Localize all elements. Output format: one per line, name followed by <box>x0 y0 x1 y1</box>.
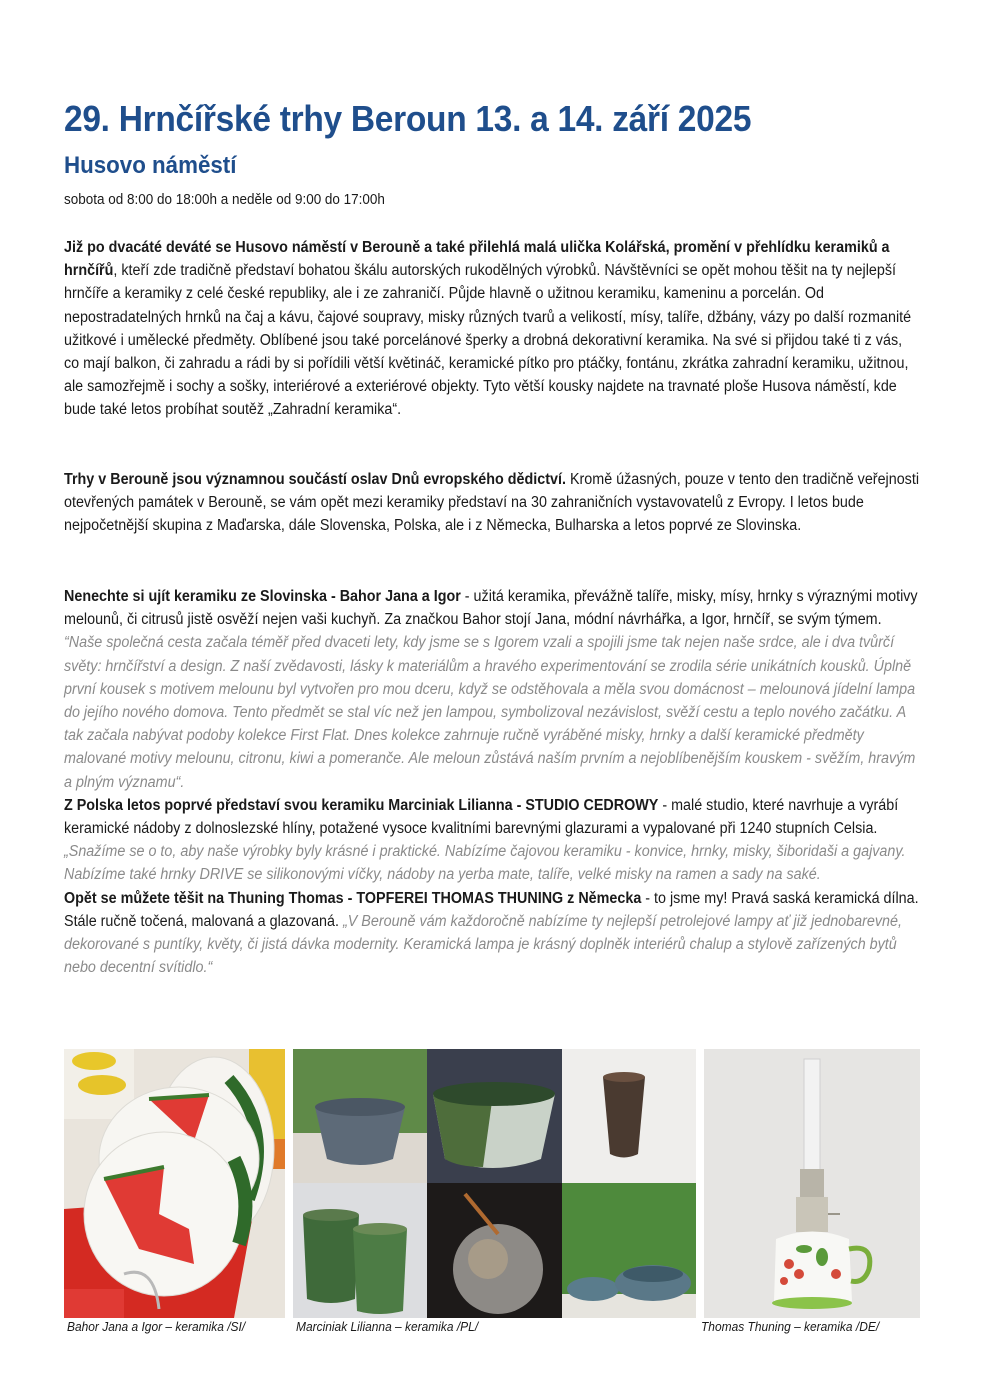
germany-quote: „V Berouně vám každoročně nabízíme ty nejlepší petrolejové lampy ať již jednobarevné, dekorované s puntíky, květy, či jistá dávka modernity. Keramická lampa je krásný doplněk interiérů chalup a stylově zařízených bytů nebo decentní svítidlo.“ <box>64 912 902 977</box>
marciniak-ceramics-image <box>293 1049 696 1318</box>
poland-paragraph <box>64 794 920 887</box>
poland-bold: Z Polska letos poprvé představí svou keramiku Marciniak Lilianna - STUDIO CEDROWY <box>64 796 659 814</box>
caption-germany: Thomas Thuning – keramika /DE/ <box>701 1319 880 1334</box>
page-title: 29. Hrnčířské trhy Beroun 13. a 14. září 2025 <box>64 98 752 139</box>
slovenia-paragraph <box>64 585 920 794</box>
intro-text: , kteří zde tradičně představí bohatou škálu autorských rukodělných výrobků. Návštěvníci se opět mohou těšit na ty nejlepší hrnčíře a keramiky z celé české republiky, ale i ze zahraničí. Půjde hlavně o užitnou keramiku, kameninu a porcelán. Od nepostradatelných hrnků na čaj a kávu, čajové soupravy, misky různých tvarů a velikostí, mísy, talíře, džbány, vázy po další rozmanité užitkové i umělecké předměty. Oblíbené jsou také porcelánové šperky a drobná dekorativní keramika. Na své si přijdou také ti z vás, co mají balkon, či zahradu a rádi by si pořídili větší květináč, keramické pítko pro ptáčky, fontánu, zkrátka zahradní keramiku, užitnou, ale samozřejmě i sochy a sošky, interiérové a exteriérové objekty. Tyto větší kousky najdete na travnaté ploše Husova náměstí, kde bude také letos probíhat soutěž „Zahradní keramika“. <box>64 262 912 419</box>
photo-watermelon-plates <box>64 1049 285 1318</box>
exhibitors-section <box>64 585 920 979</box>
intro-bold: Již po dvacáté deváté se Husovo náměstí v Berouně a také přilehlá malá ulička Kolářská, promění v přehlídku keramiků a hrnčířů <box>64 239 890 280</box>
oil-lamp-image <box>704 1049 920 1318</box>
photo-oil-lamp <box>704 1049 920 1318</box>
heritage-paragraph <box>64 468 920 538</box>
page-subtitle: Husovo náměstí <box>64 152 237 179</box>
slovenia-bold: Nenechte si ujít keramiku ze Slovinska - Bahor Jana a Igor <box>64 588 461 605</box>
slovenia-quote: “Naše společná cesta začala téměř před dvaceti lety, kdy jsme se s Igorem vzali a spojili jsme tak nejen naše srdce, ale i dva tvůrčí světy: hrnčířství a design. Z naší zvědavosti, lásky k materiálům a hravého experimentování se zrodila série unikátních kousků. Úplně první kousek s motivem melounu byl vytvořen pro mou dceru, když se odstěhovala a měla svou domácnost – melounová jídelní lampa do jejího nového domova. Tento předmět se stal víc než jen lampou, symbolizoval nezávislost, svěží cestu a teplo nového začátku. A tak začala nabývat podoby kolekce First Flat. Dnes kolekce zahrnuje ručně vyráběné misky, hrnky a další keramické předměty malované motivy melounu, citronu, kiwi a pomeranče. Ale meloun zůstává naším prvním a nejoblíbenějším kouskem - svěžím, hravým a plným významu“. <box>64 634 916 791</box>
photo-grid-marciniak <box>293 1049 696 1318</box>
opening-hours: sobota od 8:00 do 18:00h a neděle od 9:00 do 17:00h <box>64 192 385 208</box>
intro-paragraph <box>64 236 920 422</box>
germany-paragraph <box>64 887 920 980</box>
watermelon-plates-image <box>64 1049 285 1318</box>
heritage-text: Kromě úžasných, pouze v tento den tradičně veřejnosti otevřených památek v Berouně, se vám opět mezi keramiky představí na 30 zahraničních vystavovatelů z Evropy. I letos bude nejpočetnější skupina z Maďarska, dále Slovenska, Polska, ale i z Německa, Bulharska a letos poprvé ze Slovinska. <box>64 471 920 535</box>
slovenia-text: - užitá keramika, převážně talíře, misky, mísy, hrnky s výraznými motivy melounů, či citrusů jistě osvěží nejen vaši kuchyň. Za značkou Bahor stojí Jana, módní návrhářka, a Igor, hrnčíř, se svým týmem. <box>64 588 918 629</box>
poland-text: - malé studio, které navrhuje a vyrábí keramické nádoby z dolnoslezské hlíny, potažené vysoce kvalitními barevnými glazurami a vypalované při 1240 stupních Celsia. <box>64 796 899 838</box>
caption-poland: Marciniak Lilianna – keramika /PL/ <box>296 1319 479 1334</box>
germany-text: - to jsme my! Pravá saská keramická dílna. Stále ručně točená, malovaná a glazovaná. <box>64 889 919 930</box>
poland-quote: „Snažíme se o to, aby naše výrobky byly krásné i praktické. Nabízíme čajovou keramiku - konvice, hrnky, misky, šiboridaši a gajvany. Nabízíme také hrnky DRIVE se silikonovými víčky, nádoby na yerba mate, talíře, velké misky na ramen a sady na saké. <box>64 843 906 884</box>
caption-slovenia: Bahor Jana a Igor – keramika /SI/ <box>67 1319 246 1334</box>
heritage-bold: Trhy v Berouně jsou významnou součástí oslav Dnů evropského dědictví. <box>64 471 566 488</box>
germany-bold: Opět se můžete těšit na Thuning Thomas - TOPFEREI THOMAS THUNING z Německa <box>64 889 642 907</box>
